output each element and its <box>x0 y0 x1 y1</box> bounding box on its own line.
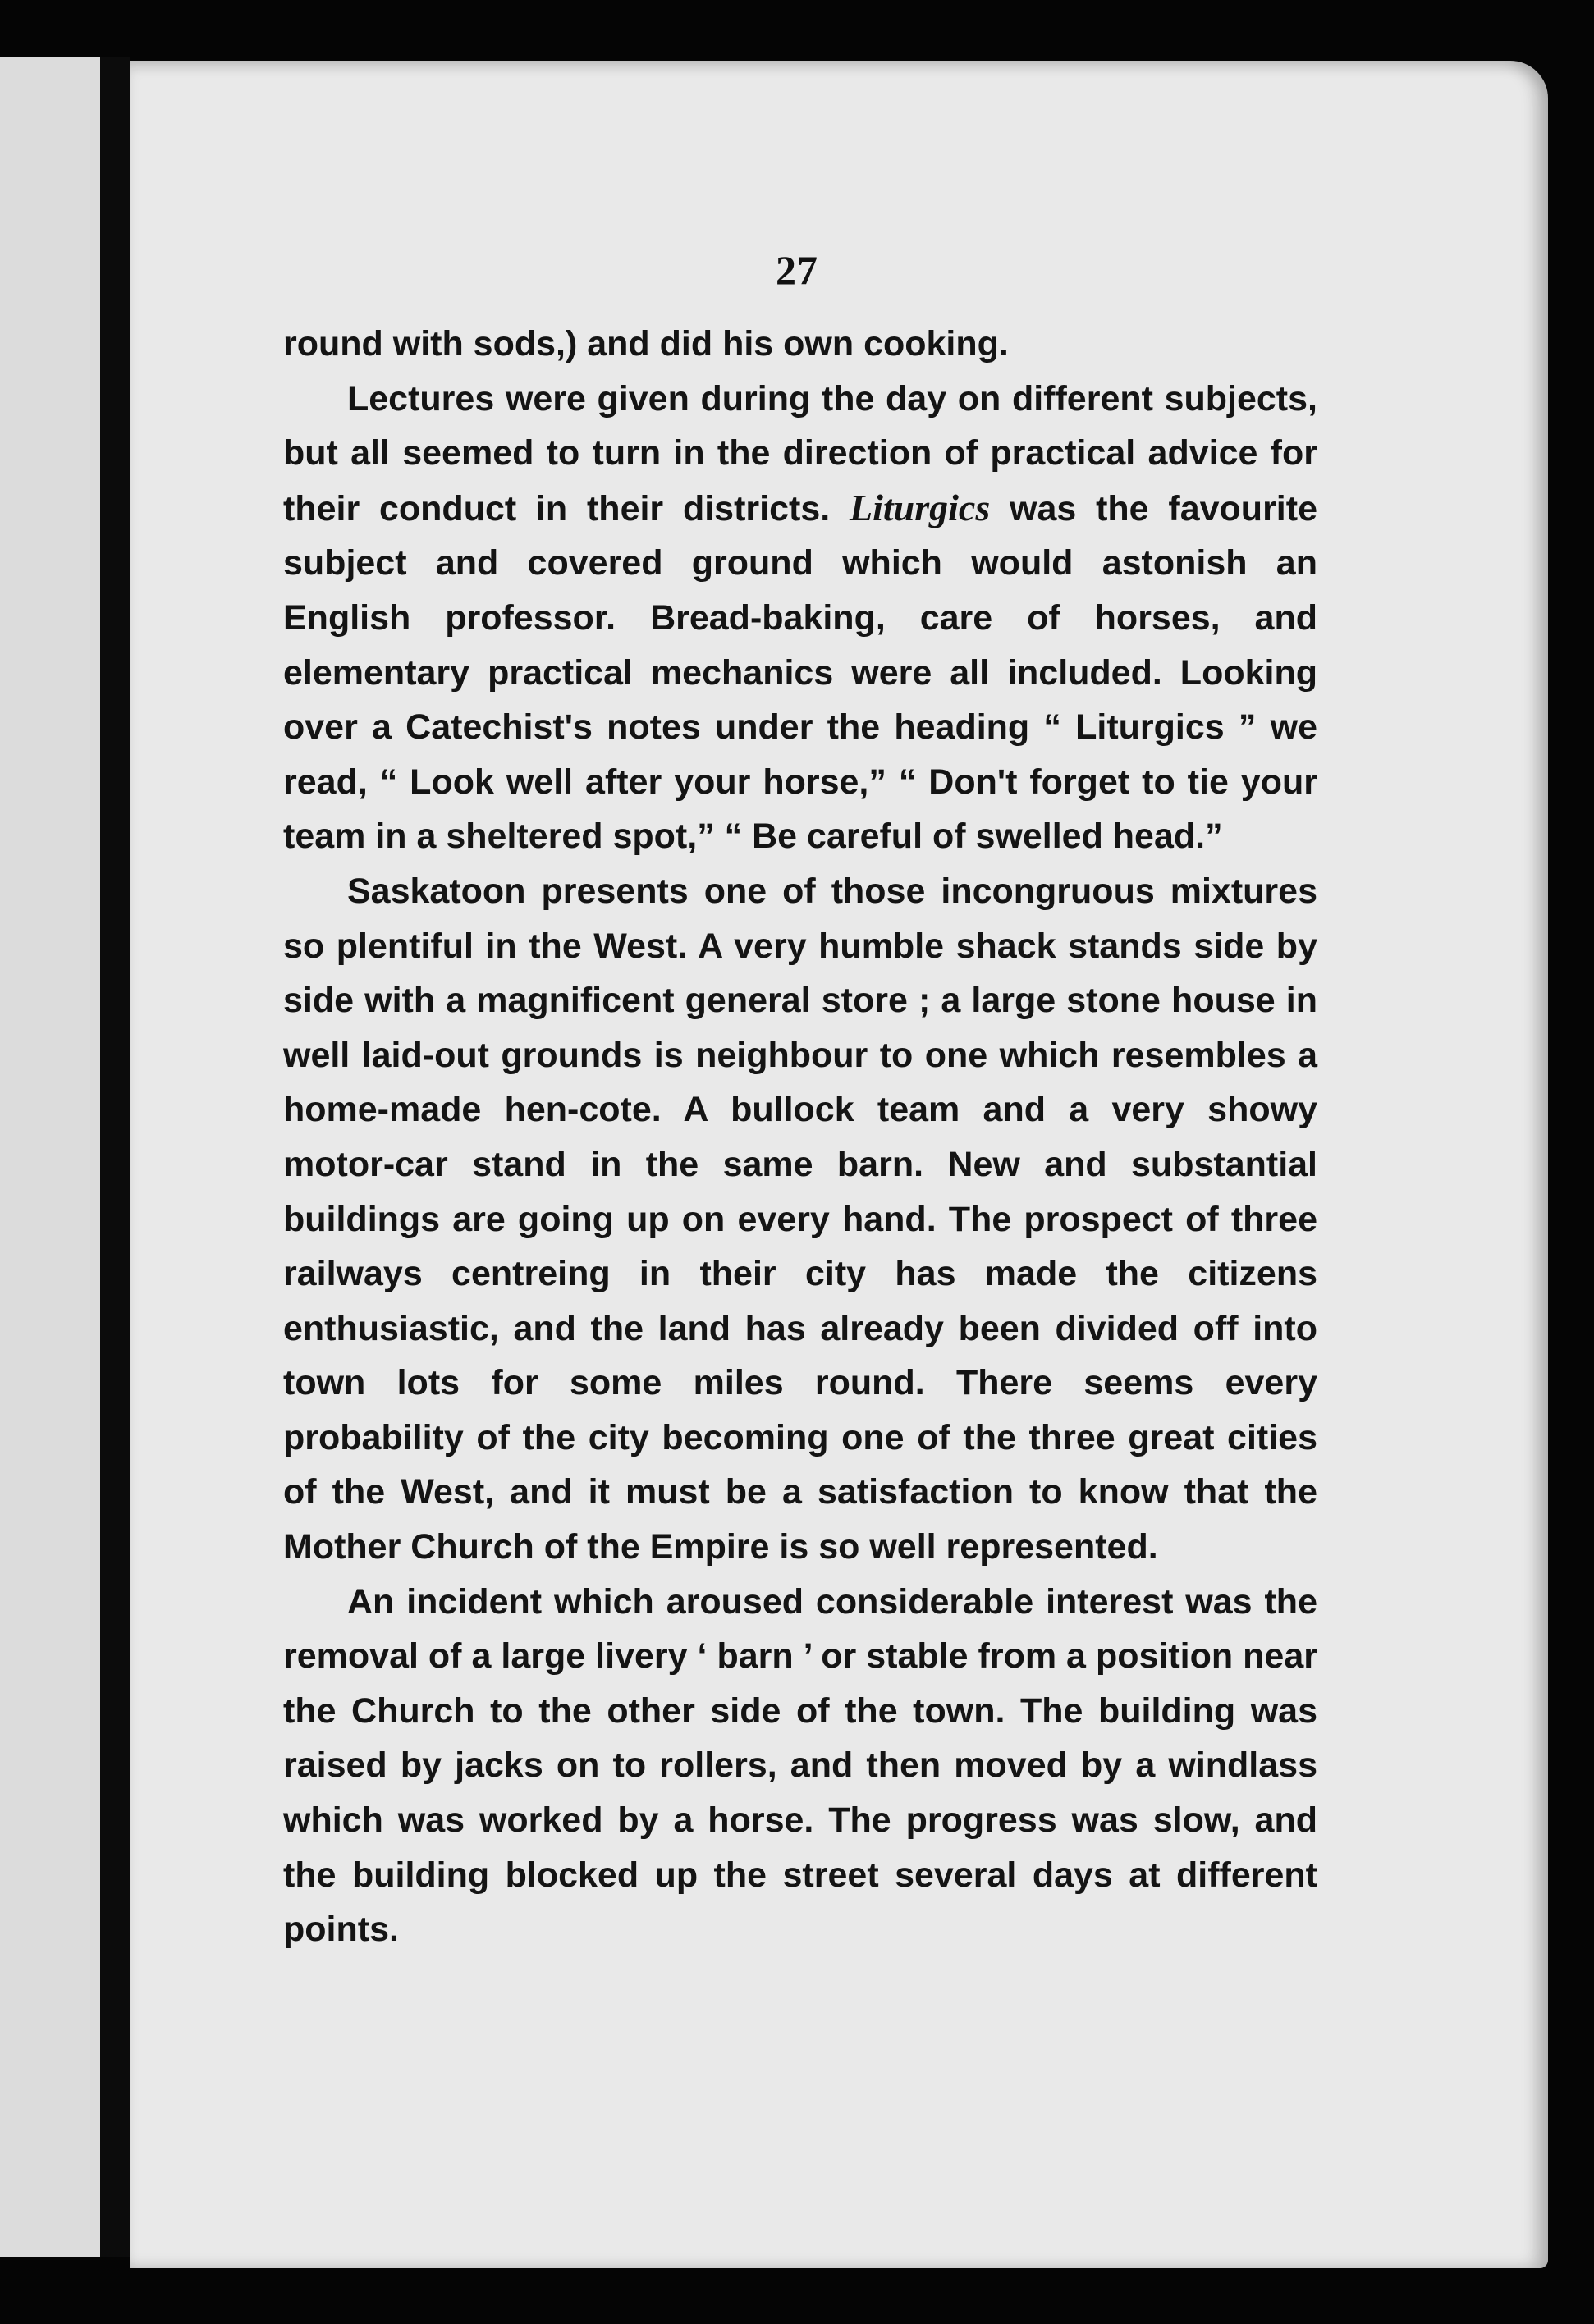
body-text <box>283 317 1317 1957</box>
text-segment: Saskatoon presents one of those incongruous mixtures so plentiful in the West. A very humble shack stands side by side with a magnificent general store ; a large stone house in well laid-out grounds is neighbour to one which resembles a home-made hen-cote. A bullock team and a very showy motor-car stand in the same barn. New and substantial buildings are going up on every hand. The prospect of three railways centreing in their city has made the citizens enthusiastic, and the land has already been divided off into town lots for some miles round. There seems every probability of the city becoming one of the three great cities of the West, and it must be a satisfaction to know that the Mother Church of the Empire is so well represented. <box>283 871 1317 1567</box>
text-segment: round with sods,) and did his own cooking. <box>283 324 1009 364</box>
page-number: 27 <box>776 247 818 293</box>
paragraph-2 <box>283 372 1317 864</box>
text-segment: Lectures were given during the day on different subjects, but all seemed to turn in the direction of practical advice for their conduct in their districts. <box>283 378 1317 528</box>
book-gutter <box>100 57 130 2257</box>
paragraph-1 <box>283 317 1317 372</box>
paragraph-3 <box>283 864 1317 1575</box>
text-segment: was the favourite subject and covered ground which would astonish an English professor. Bread-baking, care of horses, and elementary practical mechanics were all included. Looking over a Catechist's notes under the heading “ Liturgics ” we read, “ Look well after your horse,” “ Don't forget to tie your team in a sheltered spot,” “ Be careful of swelled head.” <box>283 488 1317 857</box>
paragraph-4 <box>283 1575 1317 1957</box>
italic-term: Liturgics <box>849 486 991 528</box>
text-segment: An incident which aroused considerable interest was the removal of a large livery ‘ barn ’ or stable from a position near the Church to the other side of the town. The building was raised by jacks on to rollers, and then moved by a windlass which was worked by a horse. The progress was slow, and the building blocked up the street several days at different points. <box>283 1581 1317 1950</box>
